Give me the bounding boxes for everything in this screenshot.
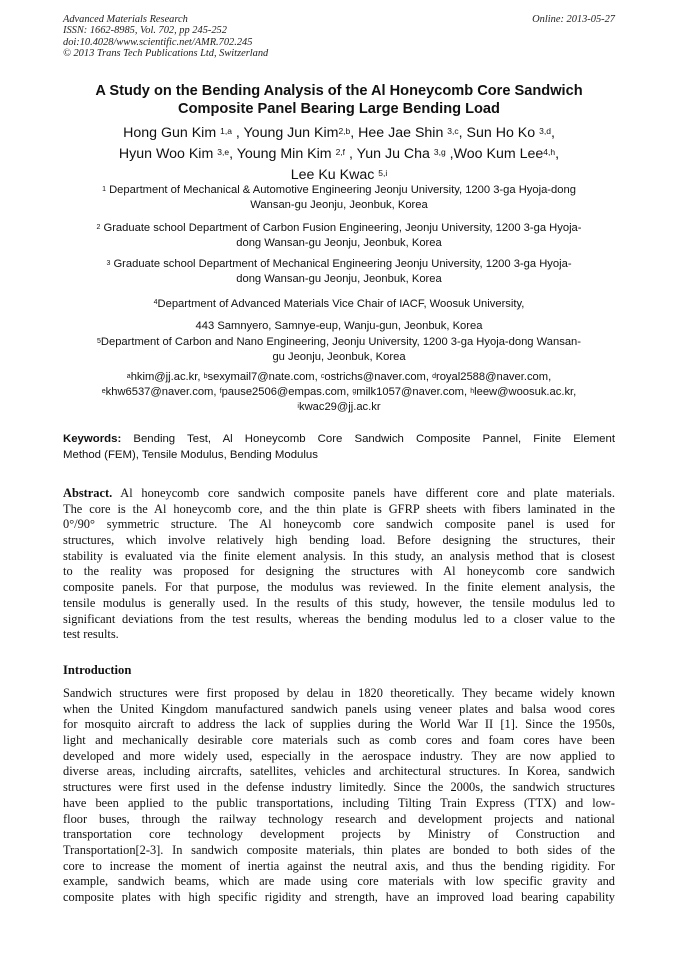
author-name: Woo Kum Lee (453, 146, 544, 162)
affiliation-text: dong Wansan-gu Jeonju, Jeonbuk, Korea (236, 273, 442, 286)
intro-line: when the United Kingdom manufactured sandwich panels using veneer plates and balsa wood cores (63, 701, 615, 716)
affiliation-number: 3 (106, 260, 111, 267)
abstract-line: test results. (63, 627, 119, 642)
email-link[interactable]: khw6537@naver.com (105, 386, 214, 398)
abstract-line: composite panels. For that purpose, the modulus was reviewed. In the finite element analysis, the (63, 580, 615, 595)
email-link[interactable]: sexymail7@nate.com (207, 371, 315, 383)
affiliation-number: 5 (96, 338, 101, 345)
keywords-label: Keywords: (63, 433, 122, 445)
abstract-line: tensile modulus is generally used. In the results of this study, however, the tensile modulus led to (63, 595, 615, 610)
email-sup: f (219, 388, 222, 395)
email-sup: d (432, 373, 436, 380)
author-sup: 3,c (447, 126, 459, 136)
author-list (50, 123, 628, 186)
abstract-block (63, 486, 615, 643)
author-sup: 1,a (220, 126, 232, 136)
affiliation-text: gu Jeonju, Jeonbuk, Korea (272, 351, 406, 364)
abstract-line: to the reality was proposed for designing the structures with Al honeycomb core sandwich (63, 564, 615, 579)
author-sup: 4,h (543, 147, 556, 157)
keywords-text: Bending Test, Al Honeycomb Core Sandwich Composite Pannel, Finite Element (133, 433, 615, 445)
affiliation-number: 1 (102, 186, 106, 193)
affiliation-text: Department of Carbon and Nano Engineering, Jeonju University, 1200 3-ga Hyoja-dong Wansan- (100, 336, 581, 348)
copyright-line: © 2013 Trans Tech Publications Ltd, Switzerland (63, 48, 269, 60)
intro-line: core to increase the moment of inertia against the neutral axis, and thus the bending rigidity. For (63, 858, 615, 873)
intro-line: floor buses, through the railway technology research and development projects and national (63, 811, 615, 826)
affiliation-number: 4 (153, 299, 158, 306)
affiliation-4 (63, 293, 615, 337)
abstract-line: The core is the Al honeycomb core, and the thin plate is GFRP sheets with fibers laminated in the (63, 501, 615, 516)
journal-name: Advanced Materials Research (63, 14, 188, 25)
author-name: Young Min Kim (236, 146, 332, 162)
email-link[interactable]: royal2588@naver.com (435, 371, 549, 383)
issn-line: ISSN: 1662-8985, Vol. 702, pp 245-252 (63, 25, 227, 37)
paper-title (50, 82, 628, 118)
email-link[interactable]: ostrichs@naver.com (324, 371, 426, 383)
author-sup: 3,d (539, 126, 551, 136)
intro-line: Sandwich structures were first proposed by delau in 1820 theoretically. They became widely known (63, 686, 615, 700)
intro-line: for mosquito aircraft to address the lack of supplies during the World War II [1]. Since the 1950s, (63, 717, 615, 732)
intro-line: composite plates with high specific rigidity and strength, have an improved load bearing capability (63, 889, 615, 904)
affiliation-text: dong Wansan-gu Jeonju, Jeonbuk, Korea (236, 237, 442, 250)
affiliation-5 (63, 335, 615, 365)
author-name: Hee Jae Shin (358, 125, 444, 141)
author-name: Hong Gun Kim (123, 125, 217, 141)
email-sup: g (352, 388, 357, 395)
affiliation-text: Department of Mechanical & Automotive Engineering Jeonju University, 1200 3-ga Hyoja-dong (109, 184, 576, 196)
email-sup: a (126, 373, 131, 380)
email-sup: e (101, 388, 106, 395)
abstract-label: Abstract. (63, 486, 113, 500)
intro-line: structures were first used in the defense industry limitedly. Since the 2000s, the sandwich structures (63, 780, 615, 795)
email-link[interactable]: leew@woosuk.ac.kr (474, 386, 574, 398)
author-sup: 3,g (433, 147, 446, 157)
intro-line: transportation core technology development projects by Ministry of Construction and (63, 827, 615, 842)
author-sup: 2,f (335, 147, 346, 157)
email-link[interactable]: kwac29@jj.ac.kr (298, 401, 381, 413)
intro-line: Transportation[2-3]. In sandwich composite materials, thin plates are bonded to both sides of the (63, 842, 615, 857)
author-sup: 3,e (217, 147, 230, 157)
intro-line: developed and more widely used, especially in the aerospace industry. They are now applied to (63, 748, 615, 763)
author-name: Young Jun Kim (243, 125, 339, 141)
affiliation-3 (63, 257, 615, 287)
introduction-block (63, 686, 615, 906)
introduction-heading: Introduction (63, 663, 132, 677)
email-sup: i (297, 403, 299, 410)
email-list: $^a$hkim@jj.ac.kr, $^b$sexymail7@nate.com, $^c$ostrichs@naver.com, $^d$royal2588@naver.com, $^e$khw6537@naver.com, $^f$pause2506@empas.com, $^g$milk1057@naver.com, $^h$leew@woosuk.ac.kr, $^i$kwac29@jj.ac.kr (101, 371, 577, 413)
journal-header (63, 14, 268, 60)
abstract-line: 0°/90° symmetric structure. The Al honeycomb core sandwich composite panel is used for (63, 517, 615, 532)
email-link[interactable]: milk1057@naver.com (356, 386, 464, 398)
affiliation-2 (63, 221, 615, 251)
email-sup: c (320, 373, 325, 380)
affiliation-text: Graduate school Department of Carbon Fusion Engineering, Jeonju University, 1200 3-ga Hyoja- (103, 222, 582, 234)
email-link[interactable]: pause2506@empas.com (221, 386, 347, 398)
intro-line: light and mechanically desirable core materials such as comb cores and foam cores have been (63, 733, 615, 748)
author-line-2: Hyun Woo Kim $^{3,e}$, Young Min Kim $^{2,f}$ , Yun Ju Cha $^{3,g}$ ,Woo Kum Lee$^{4,h}$, (118, 146, 560, 162)
email-link[interactable]: hkim@jj.ac.kr (130, 371, 198, 383)
affiliation-1 (63, 183, 615, 213)
abstract-line: stability is evaluated via the finite element analysis. In this study, an analysis method that is closest (63, 548, 615, 563)
keywords-text: Method (FEM), Tensile Modulus, Bending Modulus (63, 448, 318, 461)
author-line-1: Hong Gun Kim $^{1,a}$ , Young Jun Kim$^{2,b}$, Hee Jae Shin $^{3,c}$, Sun Ho Ko $^{3,d}$, (123, 125, 555, 141)
author-name: Hyun Woo Kim (118, 146, 214, 162)
online-date: Online: 2013-05-27 (532, 14, 615, 25)
affiliation-text: Department of Advanced Materials Vice Chair of IACF, Woosuk University, (157, 298, 525, 310)
affiliation-text: Graduate school Department of Mechanical Engineering Jeonju University, 1200 3-ga Hyoja- (113, 258, 572, 270)
affiliation-text: 443 Samnyero, Samnye-eup, Wanju-gun, Jeonbuk, Korea (195, 320, 483, 332)
intro-line: have been applied to the public transportations, including Tilting Train Express (TTX) and low- (63, 795, 615, 810)
keywords-block (63, 432, 615, 463)
abstract-line: significant deviations from the test results, whereas the bending modulus led to a closer value to the (63, 611, 615, 626)
affiliation-text: Wansan-gu Jeonju, Jeonbuk, Korea (250, 199, 428, 212)
author-sup: 2,b (338, 126, 351, 136)
title-line-1: A Study on the Bending Analysis of the Al Honeycomb Core Sandwich (95, 83, 583, 99)
title-line-2: Composite Panel Bearing Large Bending Load (178, 101, 500, 117)
author-sup: 5,i (378, 168, 388, 178)
author-name: Lee Ku Kwac (290, 167, 375, 183)
abstract-line: Al honeycomb core sandwich composite panels have different core and plate materials. (120, 486, 615, 500)
intro-line: example, sandwich beams, which are made using core materials with low specific gravity and (63, 874, 615, 889)
affiliation-number: 2 (96, 224, 101, 231)
doi-link[interactable]: doi:10.4028/www.scientific.net/AMR.702.245 (63, 36, 253, 48)
author-name: Yun Ju Cha (356, 146, 430, 162)
email-sup: b (203, 373, 208, 380)
intro-line: diverse areas, including aircrafts, satellites, vehicles and architectural structures. In Korea, sandwich (63, 764, 615, 779)
abstract-line: structures, which involve relatively high bending load. Before designing the structures, their (63, 533, 615, 548)
email-sup: h (470, 388, 475, 395)
author-name: Sun Ho Ko (466, 125, 536, 141)
